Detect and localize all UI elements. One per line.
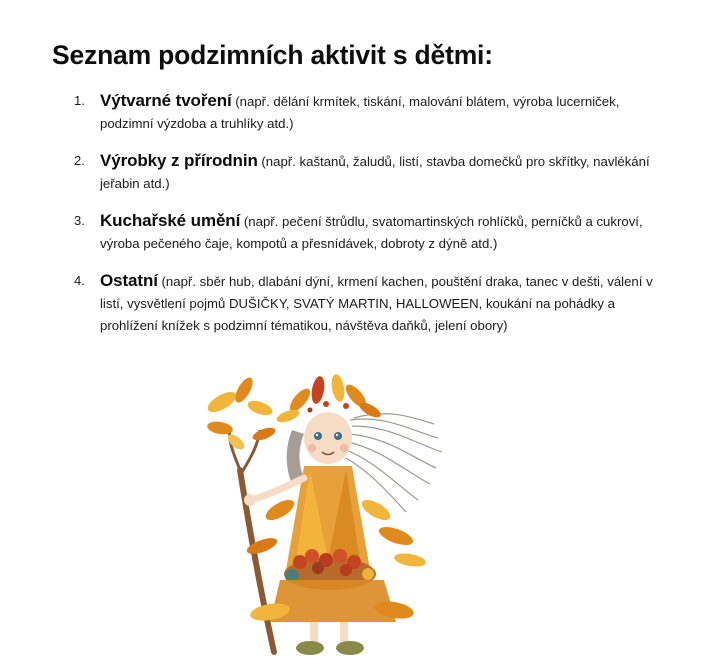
autumn-fairy-illustration [200, 360, 460, 660]
list-item-number: 4. [74, 273, 85, 288]
page-title: Seznam podzimních aktivit s dětmi: [52, 40, 493, 70]
list-item-description: (např. dělání krmítek, tiskání, malování blátem, výroba lucerniček, podzimní výzdoba a truhlíky atd.) [100, 94, 620, 131]
list-item-number: 2. [74, 153, 85, 168]
list-item-description: (např. sběr hub, dlabání dýní, krmení kachen, pouštění draka, tanec v dešti, válení v listí, vysvětlení pojmů DUŠIČKY, SVATÝ MARTIN, HALLOWEEN, koukání na pohádky a prohlížení knížek s podzimní tématikou, návštěva daňků, jelení obory) [100, 274, 653, 333]
hair-strands [346, 414, 442, 512]
left-shoe [296, 641, 324, 655]
list-item [74, 90, 670, 135]
list-item-description: (např. pečení štrůdlu, svatomartinských rohlíčků, perníčků a cukroví, výroba pečeného čaje, kompotů a přesnídávek, dobroty z dýně atd.) [100, 214, 643, 251]
list-item-description: (např. kaštanů, žaludů, listí, stavba domečků pro skřítky, navlékání jeřabin atd.) [100, 154, 650, 191]
fairy-face [304, 412, 352, 464]
list-item-heading: Výtvarné tvoření [100, 91, 232, 110]
list-item [74, 210, 670, 255]
list-item [74, 270, 670, 337]
stick-leaves [205, 375, 277, 452]
list-item-number: 1. [74, 93, 85, 108]
list-item-heading: Kuchařské umění [100, 211, 241, 230]
list-item-number: 3. [74, 213, 85, 228]
list-item [74, 150, 670, 195]
list-item-heading: Výrobky z přírodnin [100, 151, 258, 170]
list-item-heading: Ostatní [100, 271, 158, 290]
right-shoe [336, 641, 364, 655]
